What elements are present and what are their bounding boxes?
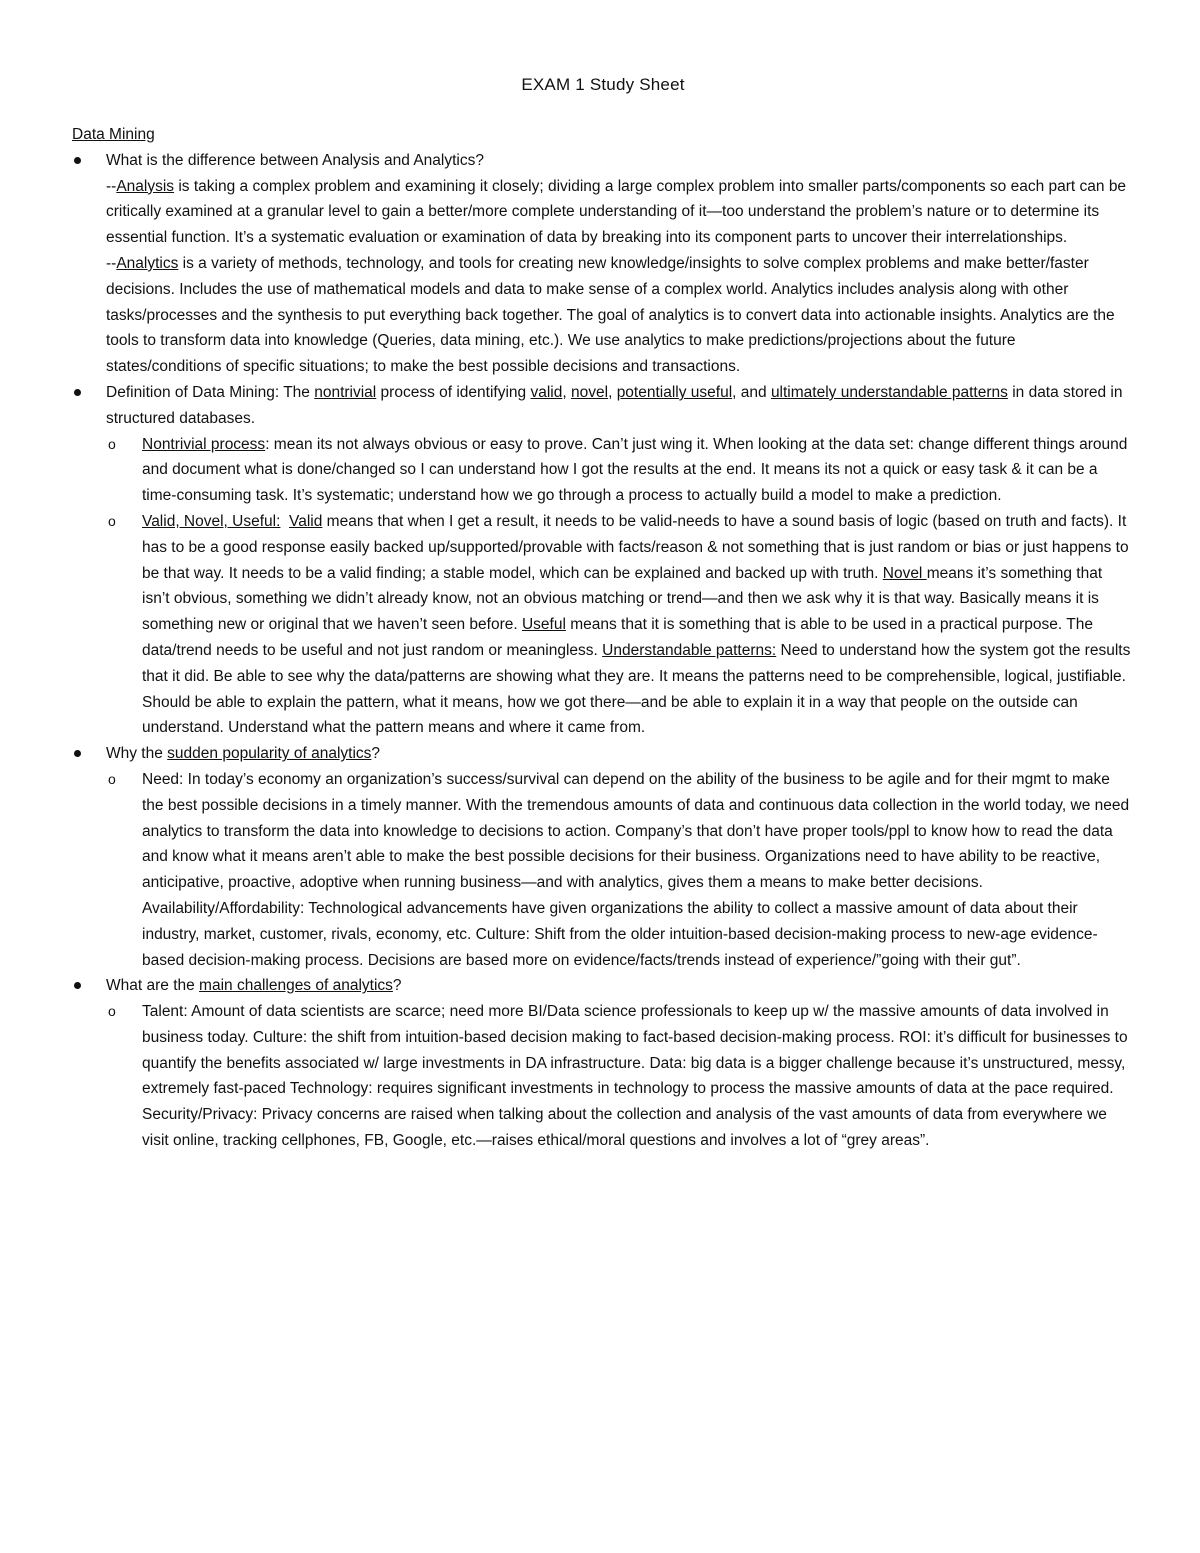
bullet-sudden-popularity bbox=[72, 741, 1134, 973]
sub-list bbox=[106, 767, 1134, 973]
sub-term: Valid, Novel, Useful: bbox=[142, 512, 281, 530]
question-text: Why the sudden popularity of analytics? bbox=[106, 745, 381, 763]
bullet-analysis-vs-analytics bbox=[72, 148, 1134, 380]
sub-item-popularity-reasons: o Need: In today’s economy an organization’s success/survival can depend on the ability of the business to be agile and for their mgmt to make the best possible decisions in a timely manner. With the tremendous amounts of data and continuous data collection in the world today, we need analytics to transform the data into knowledge to decisions to action. Company’s that don’t have proper tools/ppl to know how to read the data and know what it means aren’t able to make the best possible decisions for their business. Organizations need to have ability to be reactive, anticipative, proactive, adoptive when running business—and with analytics, gives them a means to make better decisions. Availability/Affordability: Technological advancements have given organizations the ability to collect a massive amount of data about their industry, market, customer, rivals, economy, etc. Culture: Shift from the older intuition-based decision-making process to new-age evidence-based decision-making process. Decisions are based more on evidence/facts/trends instead of experience/”going with their gut”. bbox=[72, 767, 1134, 973]
term-valid: valid bbox=[530, 383, 563, 401]
document-title: EXAM 1 Study Sheet bbox=[521, 75, 685, 94]
analysis-definition: --Analysis is taking a complex problem and examining it closely; dividing a large complex problem into smaller parts/components so each part can be critically examined at a granular level to gain a better/more complete understanding of it—too understand the problem’s nature or to determine its essential function. It’s a systematic evaluation or examination of data by breaking into its component parts to uncover their interrelationships. bbox=[106, 177, 1127, 247]
term-nontrivial: nontrivial bbox=[314, 383, 377, 401]
sub-list bbox=[106, 999, 1134, 1154]
question-text: What are the main challenges of analytics? bbox=[106, 977, 402, 995]
bullet-main-challenges bbox=[72, 973, 1134, 1154]
term-novel: novel bbox=[571, 383, 609, 401]
definition-text: Definition of Data Mining: The nontrivial process of identifying valid, novel, potentially useful, and ultimately understandable patterns in data stored in structured databases. bbox=[106, 383, 1123, 427]
term-main-challenges: main challenges of analytics bbox=[199, 977, 393, 995]
term-understandable-patterns: ultimately understandable patterns bbox=[770, 383, 1008, 401]
term-valid-inline: Valid bbox=[289, 512, 323, 530]
sub-list bbox=[106, 432, 1134, 742]
analytics-definition: --Analytics is a variety of methods, technology, and tools for creating new knowledge/insights to solve complex problems and make better/faster decisions. Includes the use of mathematical models and data to make sense of a complex world. Analytics includes analysis along with other tasks/processes and the synthesis to put everything back together. The goal of analytics is to convert data into actionable insights. Analytics are the tools to transform data into knowledge (Queries, data mining, etc.). We use analytics to make predictions/projections about the future states/conditions of specific situations; to make the best possible decisions and transactions. bbox=[106, 254, 1115, 376]
analysis-term: Analysis bbox=[116, 177, 175, 195]
term-novel-inline: Novel bbox=[882, 564, 927, 582]
section-heading-data-mining: Data Mining bbox=[72, 126, 155, 143]
term-sudden-popularity: sudden popularity of analytics bbox=[167, 745, 372, 763]
term-potentially-useful: potentially useful bbox=[616, 383, 733, 401]
term-understandable-inline: Understandable patterns: bbox=[602, 641, 777, 659]
sub-item-valid-novel-useful: o Valid, Novel, Useful: Valid means that when I get a result, it needs to be valid-needs to have a sound basis of logic (based on truth and facts). It has to be a good response easily backed up/supported/provable with facts/reason & not something that is just random or bias or just happens to be that way. It needs to be a valid finding; a stable model, which can be explained and backed up with truth. Novel means it’s something that isn’t obvious, something we didn’t already know, not an obvious matching or trend—and then we ask why it is that way. Basically means it is something new or original that we haven’t seen before. Useful means that it is something that is able to be used in a practical purpose. The data/trend needs to be useful and not just random or meaningless. Understandable patterns: Need to understand how the system got the results that it did. Be able to see why the data/patterns are showing what they are. It means the patterns need to be comprehensible, logical, justifiable. Should be able to explain the pattern, what it means, how we got there—and be able to explain it in a way that people on the outside can understand. Understand what the pattern means and where it came from. bbox=[72, 509, 1134, 741]
question-text: What is the difference between Analysis and Analytics? bbox=[106, 151, 484, 169]
sub-term: Nontrivial process bbox=[142, 435, 266, 453]
term-useful-inline: Useful bbox=[521, 616, 566, 634]
bullet-definition-data-mining bbox=[72, 380, 1134, 741]
bullet-list bbox=[72, 148, 1134, 1154]
sub-item-challenges: o Talent: Amount of data scientists are scarce; need more BI/Data science professionals to keep up w/ the massive amounts of data involved in business today. Culture: the shift from intuition-based decision making to fact-based decision-making process. ROI: it’s difficult for businesses to quantify the benefits associated w/ large investments in DA infrastructure. Data: big data is a bigger challenge because it’s unstructured, messy, extremely fast-paced Technology: requires significant investments in technology to process the massive amounts of data at the pace required. Security/Privacy: Privacy concerns are raised when talking about the collection and analysis of the vast amounts of data from everywhere we visit online, tracking cellphones, FB, Google, etc.—raises ethical/moral questions and involves a lot of “grey areas”. bbox=[72, 999, 1134, 1154]
sub-item-nontrivial-process: o Nontrivial process: mean its not always obvious or easy to prove. Can’t just wing it. When looking at the data set: change different things around and document what is done/changed so I can understand how I got the results at the end. It means its not a quick or easy task & it can be a time-consuming task. It’s systematic; understand how we go through a process to actually build a model to make a prediction. bbox=[72, 432, 1134, 509]
analytics-term: Analytics bbox=[116, 254, 179, 272]
